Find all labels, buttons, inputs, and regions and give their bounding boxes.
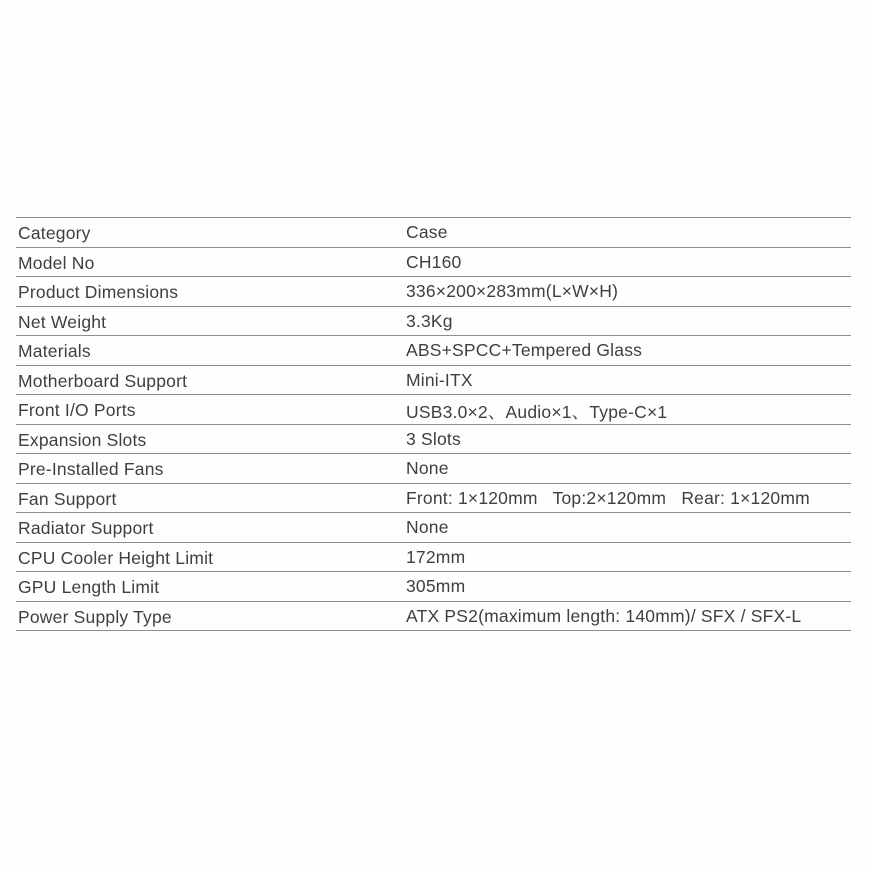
spec-row-model-no xyxy=(16,248,851,278)
spec-label: Power Supply Type xyxy=(18,606,172,627)
spec-row-gpu-length-limit xyxy=(16,572,851,602)
spec-row-category xyxy=(16,218,851,248)
spec-label: Category xyxy=(18,223,91,243)
spec-row-fan-support xyxy=(16,484,851,514)
spec-label: Model No xyxy=(18,252,95,273)
spec-label: Front I/O Ports xyxy=(18,400,136,420)
spec-value: 336×200×283mm(L×W×H) xyxy=(406,281,619,301)
spec-value: ABS+SPCC+Tempered Glass xyxy=(406,340,643,360)
spec-label: GPU Length Limit xyxy=(18,577,160,597)
spec-row-motherboard-support xyxy=(16,366,851,396)
spec-label: CPU Cooler Height Limit xyxy=(18,547,214,568)
spec-row-pre-installed-fans xyxy=(16,454,851,484)
spec-table xyxy=(16,217,851,631)
spec-row-front-io-ports xyxy=(16,395,851,425)
spec-value: Front: 1×120mm Top:2×120mm Rear: 1×120mm xyxy=(406,487,810,508)
spec-label: Net Weight xyxy=(18,311,107,332)
spec-value: 3.3Kg xyxy=(406,310,453,331)
spec-row-product-dimensions xyxy=(16,277,851,307)
spec-value: Mini-ITX xyxy=(406,369,473,390)
spec-value: ATX PS2(maximum length: 140mm)/ SFX / SFX-L xyxy=(406,605,802,626)
spec-value: 3 Slots xyxy=(406,428,461,449)
spec-label: Motherboard Support xyxy=(18,370,188,391)
spec-label: Materials xyxy=(18,341,91,361)
spec-label: Pre-Installed Fans xyxy=(18,459,164,479)
spec-row-net-weight xyxy=(16,307,851,337)
spec-row-cpu-cooler-height-limit xyxy=(16,543,851,573)
spec-label: Product Dimensions xyxy=(18,282,179,302)
spec-value: Case xyxy=(406,222,448,242)
spec-value: 305mm xyxy=(406,576,466,596)
spec-value: USB3.0×2、Audio×1、Type-C×1 xyxy=(406,402,668,422)
spec-label: Fan Support xyxy=(18,488,117,509)
spec-value: None xyxy=(406,517,449,537)
spec-row-radiator-support xyxy=(16,513,851,543)
spec-label: Radiator Support xyxy=(18,518,154,538)
spec-row-materials xyxy=(16,336,851,366)
spec-row-power-supply-type xyxy=(16,602,851,632)
spec-value: None xyxy=(406,458,449,478)
spec-label: Expansion Slots xyxy=(18,429,147,450)
spec-value: CH160 xyxy=(406,251,462,272)
spec-value: 172mm xyxy=(406,546,466,567)
spec-row-expansion-slots xyxy=(16,425,851,455)
